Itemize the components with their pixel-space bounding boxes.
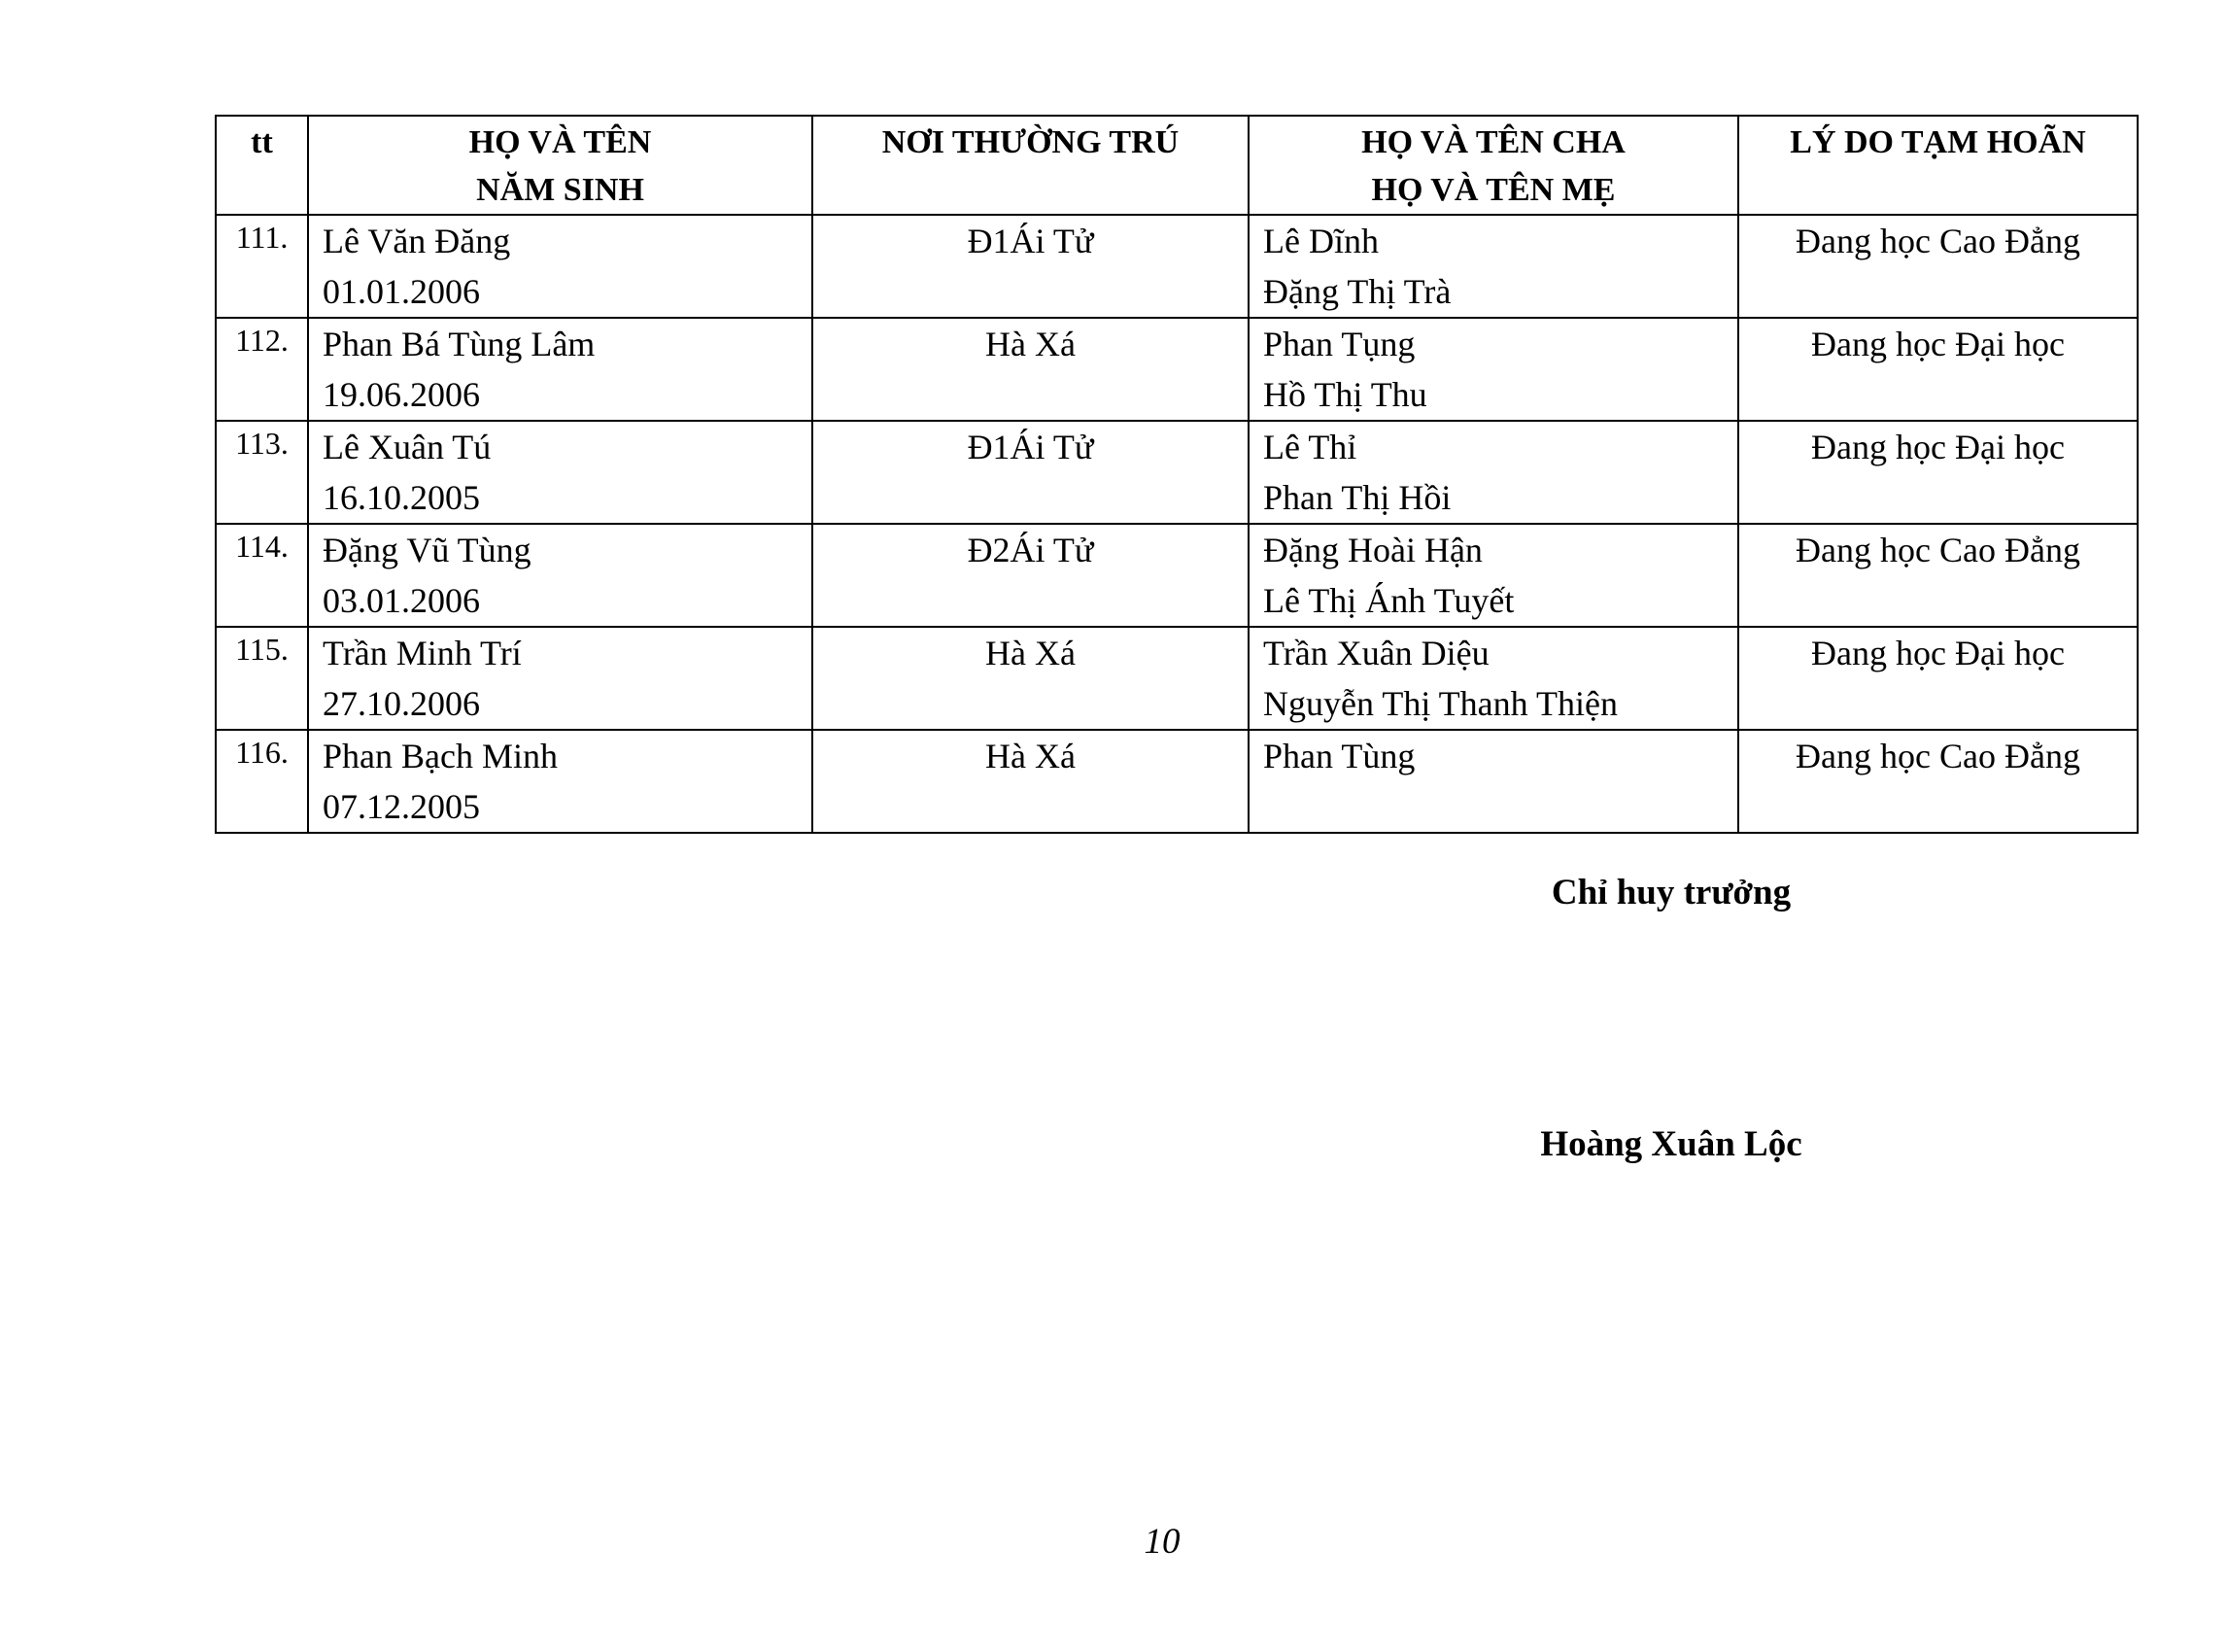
table-row [216,318,2138,421]
person-cell [308,627,812,730]
deferment-table [215,115,2139,834]
father-name: Phan Tụng [1263,325,1416,363]
signatory-name: Hoàng Xuân Lộc [1540,1124,1802,1164]
person-name: Phan Bạch Minh [323,737,558,775]
birth-date: 19.06.2006 [323,375,480,414]
table-body [216,215,2138,833]
residence: Đ1Ái Tử [812,215,1249,318]
person-cell [308,524,812,627]
row-number: 112. [216,318,308,421]
table-row [216,421,2138,524]
header-reason [1738,116,2138,215]
deferment-reason: Đang học Đại học [1738,421,2138,524]
header-tt [216,116,308,215]
residence: Hà Xá [812,627,1249,730]
parents-cell [1249,215,1738,318]
header-row [216,116,2138,215]
header-parents-line2: HỌ VÀ TÊN MẸ [1371,172,1616,208]
mother-name: Nguyễn Thị Thanh Thiện [1263,684,1618,723]
header-place [812,116,1249,215]
header-name-line2: NĂM SINH [476,172,644,208]
header-tt-label: tt [251,124,273,160]
father-name: Đặng Hoài Hận [1263,531,1483,569]
birth-date: 27.10.2006 [323,684,480,723]
page-number: 10 [1144,1522,1181,1562]
person-cell [308,215,812,318]
residence: Hà Xá [812,318,1249,421]
birth-date: 16.10.2005 [323,478,480,517]
parents-cell [1249,524,1738,627]
row-number: 115. [216,627,308,730]
parents-cell [1249,318,1738,421]
birth-date: 03.01.2006 [323,581,480,620]
deferment-reason: Đang học Cao Đẳng [1738,215,2138,318]
header-parents-line1: HỌ VÀ TÊN CHA [1361,124,1626,160]
person-cell [308,730,812,833]
table-row [216,524,2138,627]
header-place-label: NƠI THƯỜNG TRÚ [881,124,1180,160]
deferment-reason: Đang học Đại học [1738,627,2138,730]
header-name [308,116,812,215]
mother-name: Hồ Thị Thu [1263,375,1427,414]
father-name: Lê Dĩnh [1263,222,1379,260]
mother-name: Đặng Thị Trà [1263,272,1452,311]
row-number: 114. [216,524,308,627]
person-cell [308,318,812,421]
birth-date: 01.01.2006 [323,272,480,311]
row-number: 113. [216,421,308,524]
birth-date: 07.12.2005 [323,787,480,826]
parents-cell [1249,730,1738,833]
table-row [216,730,2138,833]
father-name: Lê Thỉ [1263,428,1357,466]
person-name: Trần Minh Trí [323,634,522,672]
table-row [216,627,2138,730]
row-number: 111. [216,215,308,318]
person-name: Đặng Vũ Tùng [323,531,531,569]
header-reason-label: LÝ DO TẠM HOÃN [1790,124,2086,160]
deferment-reason: Đang học Đại học [1738,318,2138,421]
table-header [216,116,2138,215]
residence: Đ1Ái Tử [812,421,1249,524]
deferment-reason: Đang học Cao Đẳng [1738,730,2138,833]
person-cell [308,421,812,524]
mother-name: Lê Thị Ánh Tuyết [1263,581,1515,620]
father-name: Phan Tùng [1263,737,1416,775]
person-name: Phan Bá Tùng Lâm [323,325,596,363]
header-name-line1: HỌ VÀ TÊN [468,124,652,160]
deferment-reason: Đang học Cao Đẳng [1738,524,2138,627]
residence: Đ2Ái Tử [812,524,1249,627]
residence: Hà Xá [812,730,1249,833]
person-name: Lê Văn Đăng [323,222,511,260]
table-row [216,215,2138,318]
father-name: Trần Xuân Diệu [1263,634,1490,672]
header-parents [1249,116,1738,215]
mother-name: Phan Thị Hồi [1263,478,1452,517]
parents-cell [1249,627,1738,730]
row-number: 116. [216,730,308,833]
signature-title: Chỉ huy trưởng [1551,873,1792,912]
parents-cell [1249,421,1738,524]
person-name: Lê Xuân Tú [323,428,492,466]
